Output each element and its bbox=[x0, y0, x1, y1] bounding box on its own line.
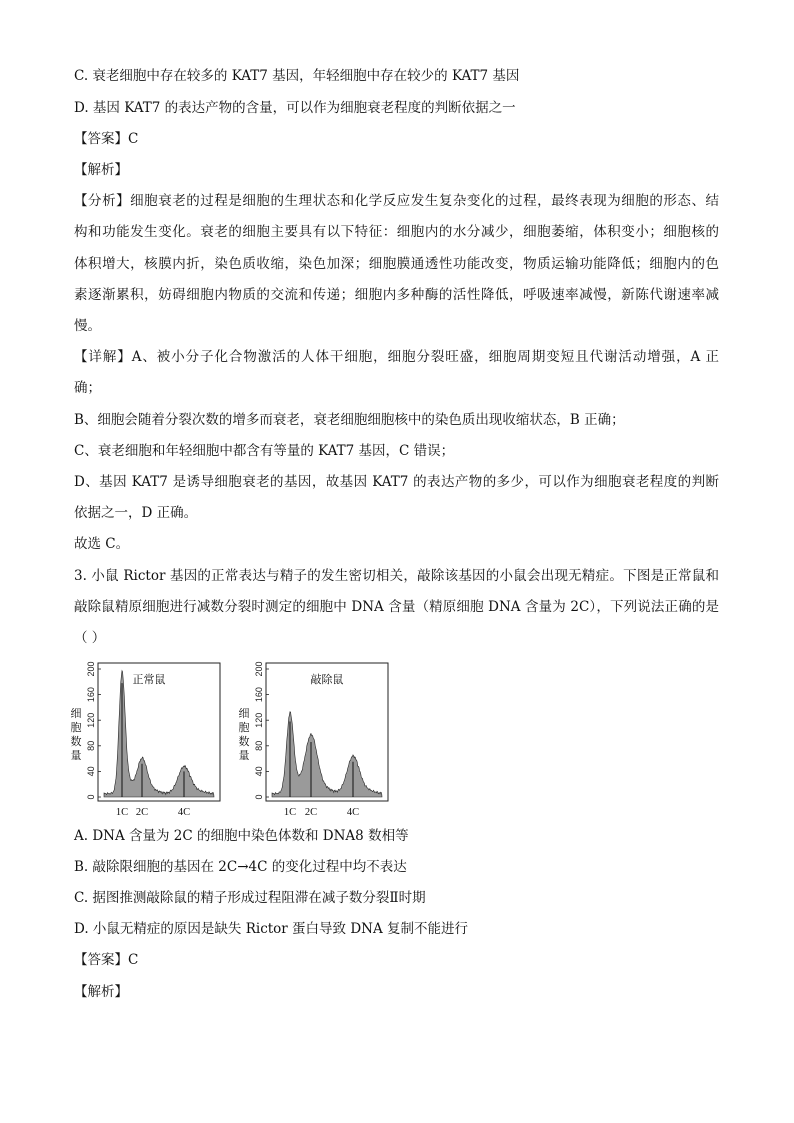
y-axis-label-char: 胞 bbox=[238, 721, 250, 734]
chart-knockout-mouse bbox=[234, 655, 394, 825]
detail-line-3: B、细胞会随着分裂次数的增多而衰老，衰老细胞细胞核中的染色质出现收缩状态，B 正确； bbox=[74, 412, 625, 428]
detail-line-2: 确； bbox=[74, 380, 101, 396]
y-axis-label-char: 量 bbox=[238, 749, 250, 762]
detail-line-5: D、基因 KAT7 是诱导细胞衰老的基因，故基因 KAT7 的表达产物的多少，可以作为细胞衰老程度的判断 bbox=[74, 474, 719, 490]
option-d: D. 小鼠无精症的原因是缺失 Rictor 蛋白导致 DNA 复制不能进行 bbox=[74, 921, 469, 937]
x-tick-label: 2C bbox=[304, 807, 318, 818]
question-3-line-1: 3. 小鼠 Rictor 基因的正常表达与精子的发生密切相关，敲除该基因的小鼠会出现无精症。下图是正常鼠和 bbox=[74, 568, 719, 584]
y-tick-label: 120 bbox=[254, 712, 264, 728]
x-tick-label: 2C bbox=[135, 807, 149, 818]
x-tick-label: 4C bbox=[346, 807, 360, 818]
answer: 【答案】C bbox=[74, 952, 139, 968]
answer-previous: 【答案】C bbox=[74, 131, 139, 147]
y-tick-label: 200 bbox=[86, 661, 96, 677]
analysis-paragraph-line-3: 体积增大，核膜内折，染色质收缩，染色加深；细胞膜通透性功能改变，物质运输功能降低；细胞内的色 bbox=[74, 256, 719, 272]
option-d-previous: D. 基因 KAT7 的表达产物的含量，可以作为细胞衰老程度的判断依据之一 bbox=[74, 100, 516, 116]
y-tick-label: 40 bbox=[254, 766, 264, 777]
analysis-paragraph-line-4: 素逐渐累积，妨碍细胞内物质的交流和传递；细胞内多种酶的活性降低，呼吸速率减慢，新陈代谢速率减 bbox=[74, 287, 719, 303]
detail-line-1: 【详解】A、被小分子化合物激活的人体干细胞，细胞分裂旺盛，细胞周期变短且代谢活动增强，A 正 bbox=[74, 349, 719, 365]
x-tick-label: 4C bbox=[177, 807, 191, 818]
chart-normal-mouse bbox=[66, 655, 226, 825]
analysis-paragraph-line-1: 【分析】细胞衰老的过程是细胞的生理状态和化学反应发生复杂变化的过程，最终表现为细胞的形态、结 bbox=[74, 193, 719, 209]
option-c: C. 据图推测敲除鼠的精子形成过程阻滞在减子数分裂Ⅱ时期 bbox=[74, 890, 426, 906]
y-tick-label: 120 bbox=[86, 712, 96, 728]
y-tick-label: 40 bbox=[86, 766, 96, 777]
histogram-area bbox=[104, 671, 214, 797]
option-b: B. 敲除限细胞的基因在 2C→4C 的变化过程中均不表达 bbox=[74, 859, 407, 875]
y-axis-label-char: 细 bbox=[70, 707, 82, 720]
option-a: A. DNA 含量为 2C 的细胞中染色体数和 DNA8 数相等 bbox=[74, 828, 409, 844]
detail-line-4: C、衰老细胞和年轻细胞中都含有等量的 KAT7 基因，C 错误； bbox=[74, 443, 455, 459]
question-3-line-2: 敲除鼠精原细胞进行减数分裂时测定的细胞中 DNA 含量（精原细胞 DNA 含量为 2C），下列说法正确的是 bbox=[74, 599, 719, 615]
y-tick-label: 0 bbox=[254, 794, 264, 800]
analysis-paragraph-line-5: 慢。 bbox=[74, 318, 101, 334]
analysis-heading: 【解析】 bbox=[74, 984, 128, 1000]
y-tick-label: 200 bbox=[254, 661, 264, 677]
y-tick-label: 80 bbox=[86, 740, 96, 751]
y-axis-label-char: 数 bbox=[70, 735, 82, 748]
y-axis-label-char: 量 bbox=[70, 749, 82, 762]
question-3-blank: （ ） bbox=[74, 630, 106, 646]
chart-normal-mouse-svg bbox=[66, 655, 226, 825]
chart-knockout-mouse-svg bbox=[234, 655, 394, 825]
x-tick-label: 1C bbox=[115, 807, 129, 818]
conclusion-line: 故选 C。 bbox=[74, 536, 130, 552]
y-axis-label-char: 数 bbox=[238, 735, 250, 748]
y-tick-label: 160 bbox=[254, 687, 264, 703]
detail-line-6: 依据之一，D 正确。 bbox=[74, 505, 198, 521]
chart-title: 敲除鼠 bbox=[310, 673, 344, 686]
y-tick-label: 80 bbox=[254, 740, 264, 751]
analysis-heading-previous: 【解析】 bbox=[74, 162, 128, 178]
option-c-previous: C. 衰老细胞中存在较多的 KAT7 基因，年轻细胞中存在较少的 KAT7 基因 bbox=[74, 68, 520, 84]
y-axis-label-char: 细 bbox=[238, 707, 250, 720]
chart-title: 正常鼠 bbox=[132, 673, 166, 686]
y-axis-label-char: 胞 bbox=[70, 721, 82, 734]
x-tick-label: 1C bbox=[283, 807, 297, 818]
y-tick-label: 0 bbox=[86, 794, 96, 800]
analysis-paragraph-line-2: 构和功能发生变化。衰老的细胞主要具有以下特征：细胞内的水分减少，细胞萎缩，体积变小；细胞核的 bbox=[74, 224, 719, 240]
y-tick-label: 160 bbox=[86, 687, 96, 703]
histogram-area bbox=[272, 712, 382, 797]
